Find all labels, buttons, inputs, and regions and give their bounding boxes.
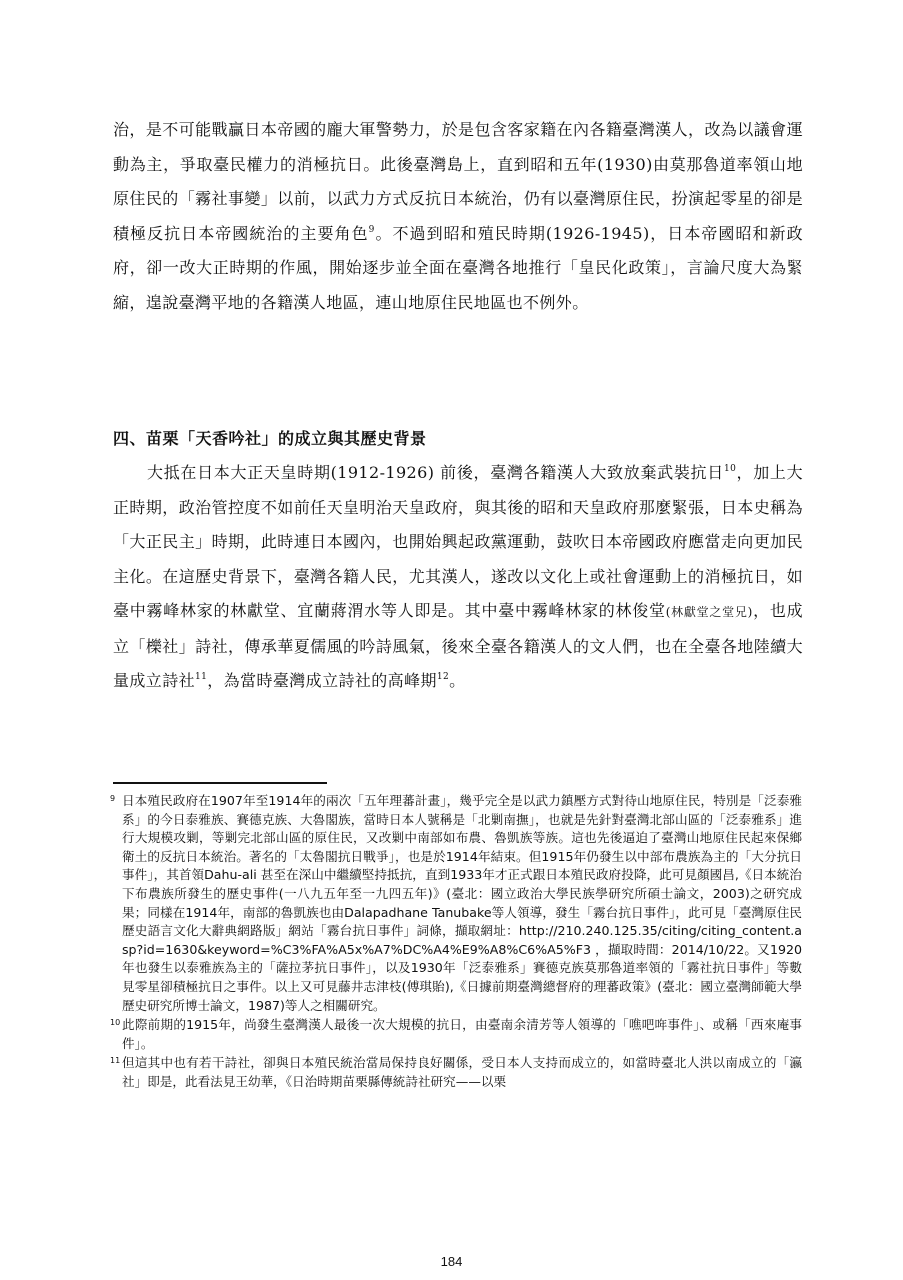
footnote-ref-11[interactable]: 11 <box>195 672 208 682</box>
footnote-ref-9[interactable]: 9 <box>368 224 375 235</box>
footnote-text: 日本殖民政府在1907年至1914年的兩次「五年理蕃計畫」，幾乎完全是以武力鎮壓方式對待山地原住民，特別是「泛泰雅系」的今日泰雅族、賽德克族、大魯閣族，當時日本人號稱是「北剿南撫」，也就是先針對臺灣北部山區的「泛泰雅系」進行大規模攻剿，等剿完北部山區的原住民，又改剿中南部如布農、魯凱族等族。這也先後逼迫了臺灣山地原住民起來保鄉衛土的反抗日本統治。著名的「太魯閣抗日戰爭」，也是於1914年結束。但1915年仍發生以中部布農族為主的「大分抗日事件」，其首領Dahu-ali 甚至在深山中繼續堅持抵抗，直到1933年才正式跟日本殖民政府投降，此可見顏國昌,《日本統治下布農族所發生的歷史事件(一八九五年至一九四五年)》(臺北：國立政治大學民族學研究所碩士論文，2003)之研究成果；同樣在1914年，南部的魯凱族也由Dalapadhane Tanubake等人領導，發生「霧台抗日事件」，此可見「臺灣原住民歷史語言文化大辭典網路版」網站「霧台抗日事件」詞條，擷取網址：http://210.240.125.35/citing/citing_content.asp?id=1630&keyword=%C3%FA%A5x%A7%DC%A4%E9%A8%C6%A5%F3 ，擷取時間：2014/10/22。又1920年也發生以泰雅族為主的「薩拉茅抗日事件」，以及1930年「泛泰雅系」賽德克族莫那魯道率領的「霧社抗日事件」等數見零星卻積極抗日之事件。以上又可見藤井志津枝(傅琪貽),《日據前期臺灣總督府的理蕃政策》(臺北：國立臺灣師範大學歷史研究所博士論文，1987)等人之相關研究。 <box>122 793 802 1013</box>
footnotes <box>110 792 802 1093</box>
footnote-text: 此際前期的1915年，尚發生臺灣漢人最後一次大規模的抗日，由臺南余清芳等人領導的「噍吧哖事件」、或稱「西來庵事件」。 <box>122 1017 802 1051</box>
paragraph-text: ，也成立「櫟社」詩社，傳承華夏儒風的吟詩風氣，後來全臺各籍漢人的文人們，也在全臺各地陸續大量成立詩社 <box>113 601 803 690</box>
footnote-number: 10 <box>110 1018 121 1028</box>
paragraph-text: 大抵在日本大正天皇時期(1912-1926) 前後，臺灣各籍漢人大致放棄武裝抗日 <box>147 463 724 482</box>
paragraph-text: 治，是不可能戰贏日本帝國的龐大軍警勢力，於是包含客家籍在內各籍臺灣漢人，改為以議會運動為主，爭取臺民權力的消極抗日。此後臺灣島上，直到昭和五年(1930)由莫那魯道率領山地原住民的「霧社事變」以前，以武力方式反抗日本統治，仍有以臺灣原住民，扮演起零星的卻是積極反抗日本帝國統治的主要角色 <box>113 120 803 243</box>
paragraph-text: ，加上大正時期，政治管控度不如前任天皇明治天皇政府，與其後的昭和天皇政府那麼緊張，日本史稱為「大正民主」時期，此時連日本國內，也開始興起政黨運動，鼓吹日本帝國政府應當走向更加民主化。在這歷史背景下，臺灣各籍人民，尤其漢人，遂改以文化上或社會運動上的消極抗日，如臺中霧峰林家的林獻堂、宜蘭蔣渭水等人即是。其中臺中霧峰林家的林俊堂 <box>113 463 803 620</box>
paragraph-text: ，為當時臺灣成立詩社的高峰期 <box>207 671 437 690</box>
footnote-number: 9 <box>110 794 116 803</box>
footnote-separator <box>113 782 327 784</box>
paragraph-text: 。不過到昭和殖民時期(1926-1945)，日本帝國昭和新政府，卻一改大正時期的作風，開始逐步並全面在臺灣各地推行「皇民化政策」，言論尺度大為緊縮，遑說臺灣平地的各籍漢人地區，連山地原住民地區也不例外。 <box>113 223 803 312</box>
inline-note: (林獻堂之堂兄) <box>665 605 753 619</box>
body-paragraph <box>113 113 803 320</box>
footnote-ref-12[interactable]: 12 <box>436 672 450 682</box>
footnote-ref-10[interactable]: 10 <box>723 464 737 474</box>
footnote-item <box>110 792 802 1015</box>
footnote-number: 11 <box>110 1056 121 1066</box>
footnote-item <box>110 1054 802 1091</box>
paragraph-text: 。 <box>449 671 466 690</box>
page-number: 184 <box>440 1254 463 1269</box>
footnote-item <box>110 1016 802 1053</box>
body-paragraph <box>113 456 803 699</box>
section-heading: 四、苗栗「天香吟社」的成立與其歷史背景 <box>113 429 427 448</box>
footnote-text: 但這其中也有若干詩社，卻與日本殖民統治當局保持良好關係，受日本人支持而成立的，如當時臺北人洪以南成立的「瀛社」即是，此看法見王幼華，《日治時期苗栗縣傳統詩社研究——以栗 <box>122 1055 802 1089</box>
